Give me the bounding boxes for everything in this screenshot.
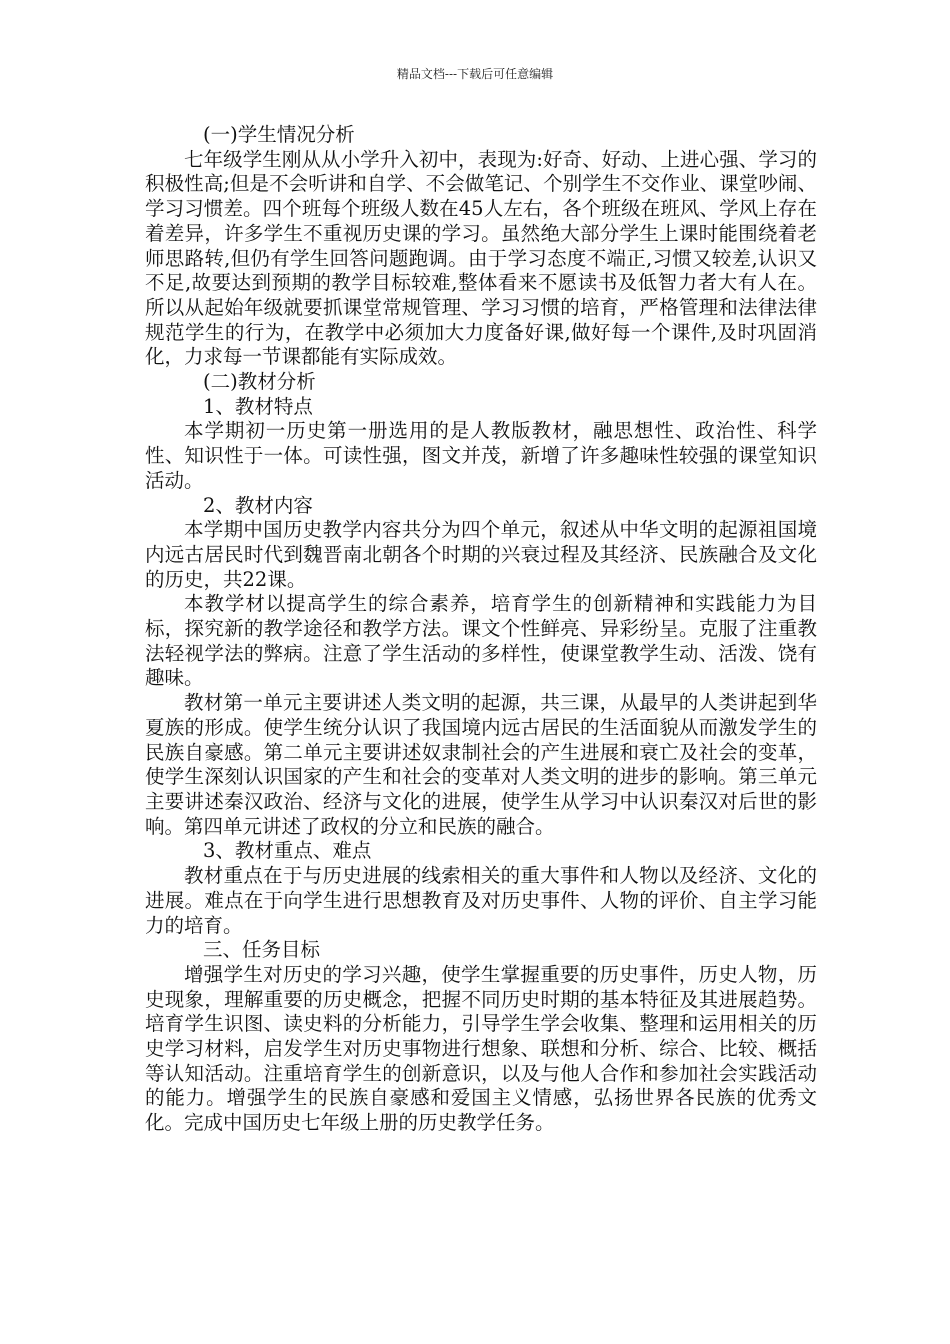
subheading-key-points: 3、教材重点、难点 [203, 839, 372, 863]
section-heading-task-goals: 三、任务目标 [203, 938, 321, 962]
subheading-textbook-content: 2、教材内容 [203, 493, 313, 517]
paragraph-student-analysis: 七年级学生刚从从小学升入初中，表现为:好奇、好动、上进心强、学习的积极性高;但是不会听讲和自学、不会做笔记、个别学生不交作业、课堂吵闹、学习习惯差。四个班每个班级人数在45人左右，各个班级在班风、学风上存在着差异，许多学生不重视历史课的学习。虽然绝大部分学生上课时能围绕着老师思路转,但仍有学生回答问题跑调。由于学习态度不端正,习惯又较差,认识又不足,故要达到预期的教学目标较难,整体看来不愿读书及低智力者大有人在。所以从起始年级就要抓课堂常规管理、学习习惯的培育，严格管理和法律法律规范学生的行为，在教学中必须加大力度备好课,做好每一个课件,及时巩固消化，力求每一节课都能有实际成效。 [145, 147, 817, 369]
section-heading-student-analysis: (一)学生情况分析 [203, 123, 355, 146]
paragraph-textbook-features: 本学期初一历史第一册选用的是人教版教材，融思想性、政治性、科学性、知识性于一体。可读性强，图文并茂，新增了许多趣味性较强的课堂知识活动。 [145, 419, 817, 492]
paragraph-textbook-units: 教材第一单元主要讲述人类文明的起源，共三课，从最早的人类讲起到华夏族的形成。使学生统分认识了我国境内远古居民的生活面貌从而激发学生的民族自豪感。第二单元主要讲述奴隶制社会的产生进展和衰亡及社会的变革，使学生深刻认识国家的产生和社会的变革对人类文明的进步的影响。第三单元主要讲述秦汉政治、经济与文化的进展，使学生从学习中认识秦汉对后世的影响。第四单元讲述了政权的分立和民族的融合。 [145, 691, 817, 838]
paragraph-textbook-goals: 本教学材以提高学生的综合素养，培育学生的创新精神和实践能力为目标，探究新的教学途径和教学方法。课文个性鲜亮、异彩纷呈。克服了注重教法轻视学法的弊病。注意了学生活动的多样性，使课堂教学生动、活泼、饶有趣味。 [145, 592, 817, 690]
paragraph-task-goals: 增强学生对历史的学习兴趣，使学生掌握重要的历史事件，历史人物，历史现象，理解重要的历史概念，把握不同历史时期的基本特征及其进展趋势。培育学生识图、读史料的分析能力，引导学生学会收集、整理和运用相关的历史学习材料，启发学生对历史事物进行想象、联想和分析、综合、比较、概括等认知活动。注重培育学生的创新意识，以及与他人合作和参加社会实践活动的能力。增强学生的民族自豪感和爱国主义情感，弘扬世界各民族的优秀文化。完成中国历史七年级上册的历史教学任务。 [145, 962, 817, 1135]
paragraph-key-points: 教材重点在于与历史进展的线索相关的重大事件和人物以及经济、文化的进展。难点在于向学生进行思想教育及对历史事件、人物的评价、自主学习能力的培育。 [145, 864, 817, 937]
document-body [145, 123, 817, 1136]
section-heading-textbook-analysis: (二)教材分析 [203, 370, 316, 394]
subheading-textbook-features: 1、教材特点 [203, 394, 313, 418]
page-header: 精品文档---下载后可任意编辑 [396, 67, 554, 81]
paragraph-textbook-content: 本学期中国历史教学内容共分为四个单元，叙述从中华文明的起源祖国境内远古居民时代到魏晋南北朝各个时期的兴衰过程及其经济、民族融合及文化的历史，共22课。 [145, 518, 817, 591]
